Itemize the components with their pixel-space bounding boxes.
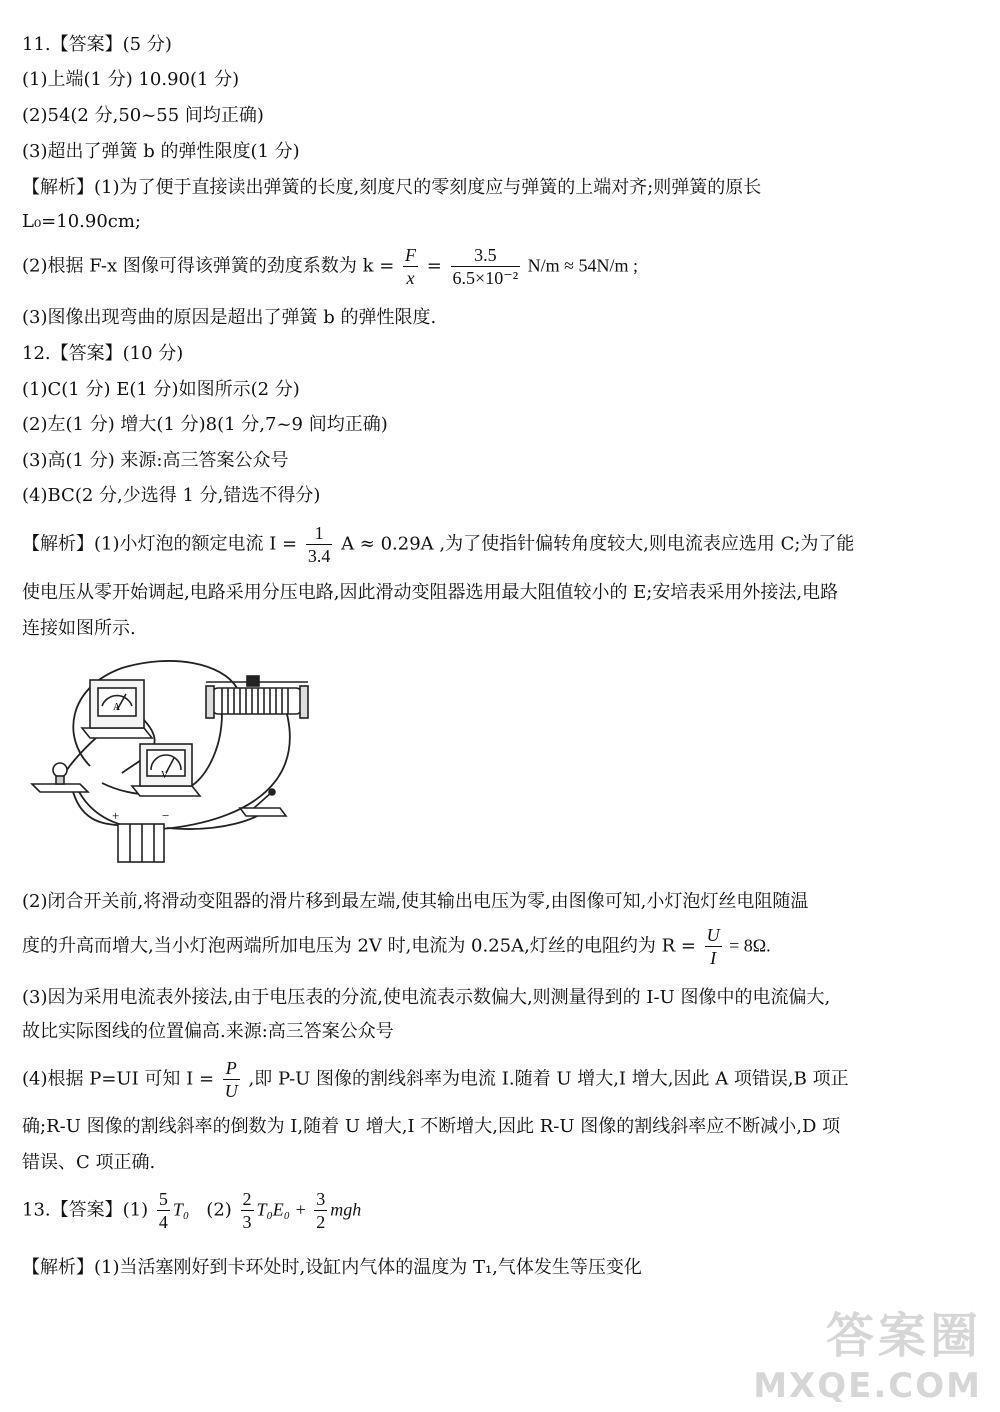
voltmeter-label: V [161, 770, 169, 781]
q13-header: 13.【答案】(1) $\frac{5}{4}$ T₀ (2) $\frac{2}{3}$ T₀E₀ + $\frac{3}{2}$ mgh [22, 1189, 362, 1232]
fraction-3-over-2: $\frac{3}{2}$ [316, 1189, 326, 1232]
q11-analysis-1: 【解析】(1)为了便于直接读出弹簧的长度,刻度尺的零刻度应与弹簧的上端对齐;则弹簧的原长 [22, 177, 762, 198]
q12-answer-4: (4)BC(2 分,少选得 1 分,错选不得分) [22, 485, 321, 506]
q12-analysis-1: 【解析】(1)小灯泡的额定电流 I = $\frac{1}{3.4}$ A ≈ 0.29A ,为了使指针偏转角度较大,则电流表应选用 C;为了能 [22, 523, 855, 566]
fraction-1-over-3.4: $\frac{1}{3.4}$ [307, 523, 331, 566]
q12-analysis-2b: 度的升高而增大,当小灯泡两端所加电压为 2V 时,电流为 0.25A,灯丝的电阻约为 R = $\frac{U}{I}$ = 8Ω. [22, 925, 771, 968]
q12-analysis-3: (3)因为采用电流表外接法,由于电压表的分流,使电流表示数偏大,则测量得到的 I-U 图像中的电流偏大, [22, 987, 831, 1008]
q11-answer-1: (1)上端(1 分) 10.90(1 分) [22, 69, 240, 90]
watermark-line2: MXQE.COM [753, 1366, 982, 1406]
fraction-F-over-x: $\frac{F}{x}$ [405, 245, 417, 288]
q11-analysis-2-pre: (2)根据 F-x 图像可得该弹簧的劲度系数为 k = [22, 255, 401, 277]
q11-answer-2: (2)54(2 分,50~55 间均正确) [22, 105, 264, 126]
q12-analysis-2: (2)闭合开关前,将滑动变阻器的滑片移到最左端,使其输出电压为零,由图像可知,小灯泡灯丝电阻随温 [22, 891, 809, 912]
battery-plus: + [112, 808, 120, 823]
q11-analysis-3: (3)图像出现弯曲的原因是超出了弹簧 b 的弹性限度. [22, 307, 437, 328]
fraction-U-over-I: $\frac{U}{I}$ [706, 925, 720, 968]
q11-analysis-2: (2)根据 F-x 图像可得该弹簧的劲度系数为 k = $\frac{F}{x}$ = $\frac{3.5}{\text{6.5×10⁻²}}$ N/m ≈ 54N/m ; [22, 245, 638, 288]
rheostat [206, 676, 308, 718]
q12-analysis-4c: 错误、C 项正确. [22, 1152, 156, 1173]
fraction-3.5-over: $\frac{3.5}{\text{6.5×10⁻²}}$ [452, 245, 519, 288]
watermark [753, 1297, 982, 1406]
q11-analysis-1b: L₀=10.90cm; [22, 211, 141, 232]
q11-header: 11.【答案】(5 分) [22, 34, 172, 55]
circuit-diagram [22, 658, 322, 868]
q11-answer-3: (3)超出了弹簧 b 的弹性限度(1 分) [22, 141, 300, 162]
battery [118, 824, 164, 862]
q11-analysis-2-post: N/m ≈ 54N/m ; [523, 255, 638, 276]
q12-analysis-4b: 确;R-U 图像的割线斜率的倒数为 I,随着 U 增大,I 不断增大,因此 R-U 图像的割线斜率应不断减小,D 项 [22, 1116, 841, 1137]
ammeter-label: A [113, 702, 121, 713]
fraction-P-over-U: $\frac{P}{U}$ [224, 1058, 238, 1101]
q12-analysis-1b: 使电压从零开始调起,电路采用分压电路,因此滑动变阻器选用最大阻值较小的 E;安培表采用外接法,电路 [22, 582, 839, 603]
q12-header: 12.【答案】(10 分) [22, 343, 184, 364]
q12-analysis-3b: 故比实际图线的位置偏高.来源:高三答案公众号 [22, 1021, 394, 1042]
fraction-2-over-3: $\frac{2}{3}$ [242, 1189, 252, 1232]
q12-answer-1: (1)C(1 分) E(1 分)如图所示(2 分) [22, 379, 300, 400]
q12-answer-2: (2)左(1 分) 增大(1 分)8(1 分,7~9 间均正确) [22, 414, 388, 435]
lamp [32, 763, 88, 792]
q13-analysis-1: 【解析】(1)当活塞刚好到卡环处时,设缸内气体的温度为 T₁,气体发生等压变化 [22, 1257, 642, 1278]
fraction-5-over-4: $\frac{5}{4}$ [158, 1189, 168, 1232]
watermark-line1: 答案圈 [825, 1308, 982, 1364]
q12-analysis-1c: 连接如图所示. [22, 618, 136, 639]
q12-answer-3: (3)高(1 分) 来源:高三答案公众号 [22, 450, 289, 471]
q12-analysis-4: (4)根据 P=UI 可知 I = $\frac{P}{U}$ ,即 P-U 图像的割线斜率为电流 I.随着 U 增大,I 增大,因此 A 项错误,B 项正 [22, 1058, 849, 1101]
battery-minus: − [162, 808, 170, 823]
